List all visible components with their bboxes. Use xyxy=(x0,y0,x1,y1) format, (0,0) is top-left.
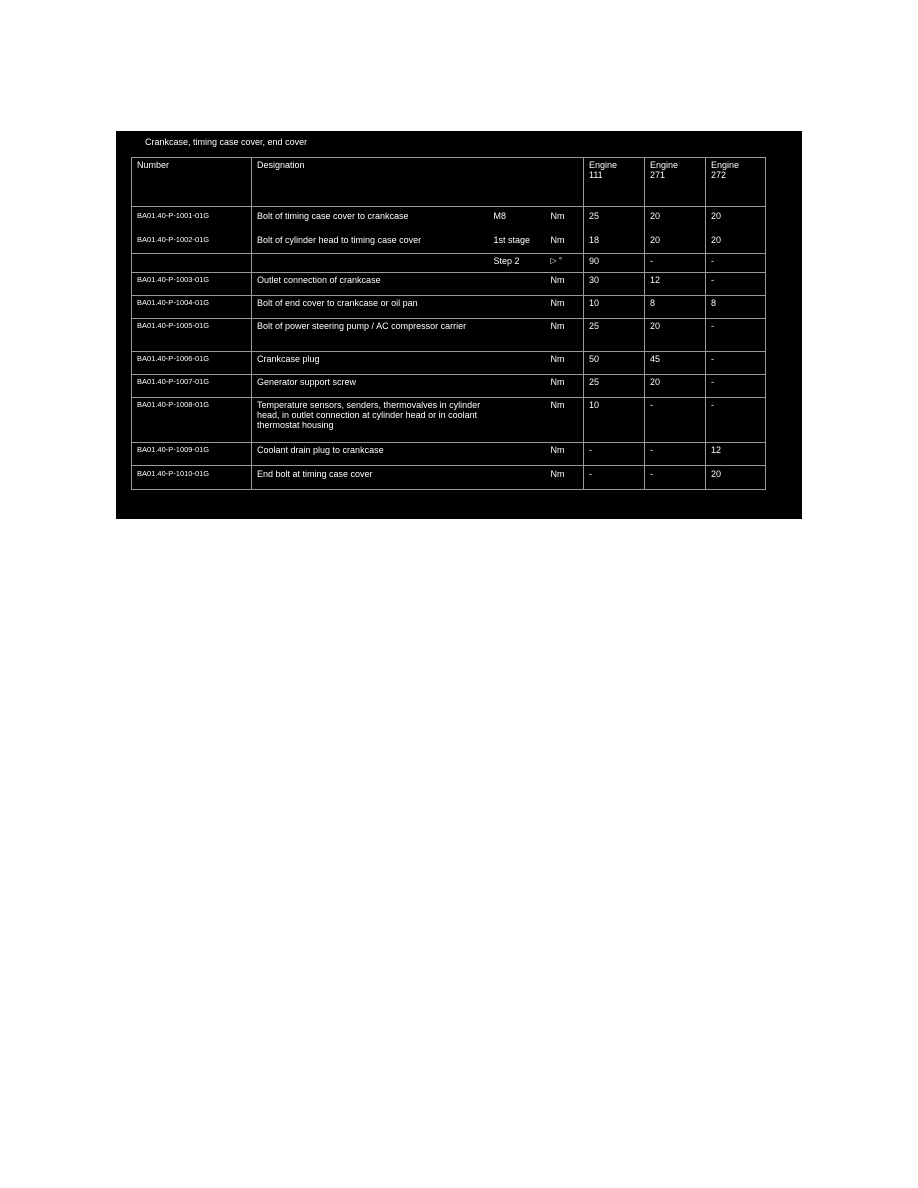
row-unit: Nm xyxy=(551,443,584,466)
row-number: BA01.40-P-1004-01G xyxy=(132,296,252,319)
row-number: BA01.40-P-1010-01G xyxy=(132,466,252,490)
row-number: BA01.40-P-1002-01G xyxy=(132,231,252,254)
table-row xyxy=(132,231,766,254)
row-value-271: - xyxy=(645,466,706,490)
row-designation: Temperature sensors, senders, thermovalves in cylinder head, in outlet connection at cylinder head or in coolant thermostat housing xyxy=(252,398,489,443)
row-spec: Step 2 xyxy=(489,254,551,273)
row-designation: Bolt of cylinder head to timing case cover xyxy=(252,231,489,254)
row-number: BA01.40-P-1006-01G xyxy=(132,352,252,375)
table-row xyxy=(132,319,766,352)
header-engine-111: Engine 111 xyxy=(584,158,645,207)
row-value-271: 20 xyxy=(645,207,706,232)
row-spec xyxy=(489,296,551,319)
row-value-272: 8 xyxy=(706,296,766,319)
row-value-272: 20 xyxy=(706,231,766,254)
table-row xyxy=(132,207,766,232)
row-designation: Outlet connection of crankcase xyxy=(252,273,489,296)
row-value-111: 10 xyxy=(584,296,645,319)
row-spec xyxy=(489,443,551,466)
row-value-111: - xyxy=(584,466,645,490)
header-engine-272: Engine 272 xyxy=(706,158,766,207)
row-value-272: - xyxy=(706,398,766,443)
row-spec xyxy=(489,352,551,375)
row-value-111: 18 xyxy=(584,231,645,254)
row-unit: ▷ ° xyxy=(551,254,584,273)
table-row xyxy=(132,296,766,319)
table-row xyxy=(132,352,766,375)
row-spec: M8 xyxy=(489,207,551,232)
row-value-272: - xyxy=(706,273,766,296)
table-row xyxy=(132,273,766,296)
row-number: BA01.40-P-1001-01G xyxy=(132,207,252,232)
row-value-271: 20 xyxy=(645,319,706,352)
row-unit: Nm xyxy=(551,207,584,232)
row-designation: Bolt of power steering pump / AC compressor carrier xyxy=(252,319,489,352)
row-value-272: 12 xyxy=(706,443,766,466)
row-value-271: - xyxy=(645,398,706,443)
row-value-111: 25 xyxy=(584,375,645,398)
row-value-271: 45 xyxy=(645,352,706,375)
row-value-271: 12 xyxy=(645,273,706,296)
row-value-272: 20 xyxy=(706,466,766,490)
row-value-271: - xyxy=(645,443,706,466)
header-engine-271: Engine 271 xyxy=(645,158,706,207)
row-unit: Nm xyxy=(551,231,584,254)
row-value-271: - xyxy=(645,254,706,273)
row-spec xyxy=(489,398,551,443)
row-unit: Nm xyxy=(551,398,584,443)
row-number: BA01.40-P-1009-01G xyxy=(132,443,252,466)
row-value-272: - xyxy=(706,352,766,375)
row-spec xyxy=(489,375,551,398)
row-value-111: - xyxy=(584,443,645,466)
header-row xyxy=(132,158,766,207)
row-unit: Nm xyxy=(551,319,584,352)
row-value-271: 20 xyxy=(645,375,706,398)
row-unit: Nm xyxy=(551,466,584,490)
row-number: BA01.40-P-1005-01G xyxy=(132,319,252,352)
row-value-111: 30 xyxy=(584,273,645,296)
row-designation: Coolant drain plug to crankcase xyxy=(252,443,489,466)
row-value-272: - xyxy=(706,254,766,273)
row-number: BA01.40-P-1007-01G xyxy=(132,375,252,398)
row-designation: End bolt at timing case cover xyxy=(252,466,489,490)
row-value-272: 20 xyxy=(706,207,766,232)
row-designation: Bolt of timing case cover to crankcase xyxy=(252,207,489,232)
row-unit: Nm xyxy=(551,352,584,375)
table-row xyxy=(132,466,766,490)
row-value-111: 10 xyxy=(584,398,645,443)
table-row xyxy=(132,375,766,398)
row-number: BA01.40-P-1008-01G xyxy=(132,398,252,443)
row-spec xyxy=(489,319,551,352)
row-value-272: - xyxy=(706,375,766,398)
row-designation: Crankcase plug xyxy=(252,352,489,375)
row-value-111: 50 xyxy=(584,352,645,375)
row-number xyxy=(132,254,252,273)
header-designation: Designation xyxy=(252,158,489,207)
row-spec xyxy=(489,466,551,490)
row-value-271: 8 xyxy=(645,296,706,319)
row-number: BA01.40-P-1003-01G xyxy=(132,273,252,296)
row-unit: Nm xyxy=(551,296,584,319)
row-value-111: 25 xyxy=(584,207,645,232)
row-designation xyxy=(252,254,489,273)
torque-spec-table xyxy=(131,157,766,490)
row-designation: Bolt of end cover to crankcase or oil pan xyxy=(252,296,489,319)
row-spec: 1st stage xyxy=(489,231,551,254)
row-unit: Nm xyxy=(551,273,584,296)
table-row xyxy=(132,254,766,273)
table-title: Crankcase, timing case cover, end cover xyxy=(145,137,308,147)
table-row xyxy=(132,398,766,443)
row-spec xyxy=(489,273,551,296)
header-number: Number xyxy=(132,158,252,207)
row-value-272: - xyxy=(706,319,766,352)
table-row xyxy=(132,443,766,466)
row-unit: Nm xyxy=(551,375,584,398)
row-value-111: 90 xyxy=(584,254,645,273)
row-designation: Generator support screw xyxy=(252,375,489,398)
row-value-111: 25 xyxy=(584,319,645,352)
row-value-271: 20 xyxy=(645,231,706,254)
